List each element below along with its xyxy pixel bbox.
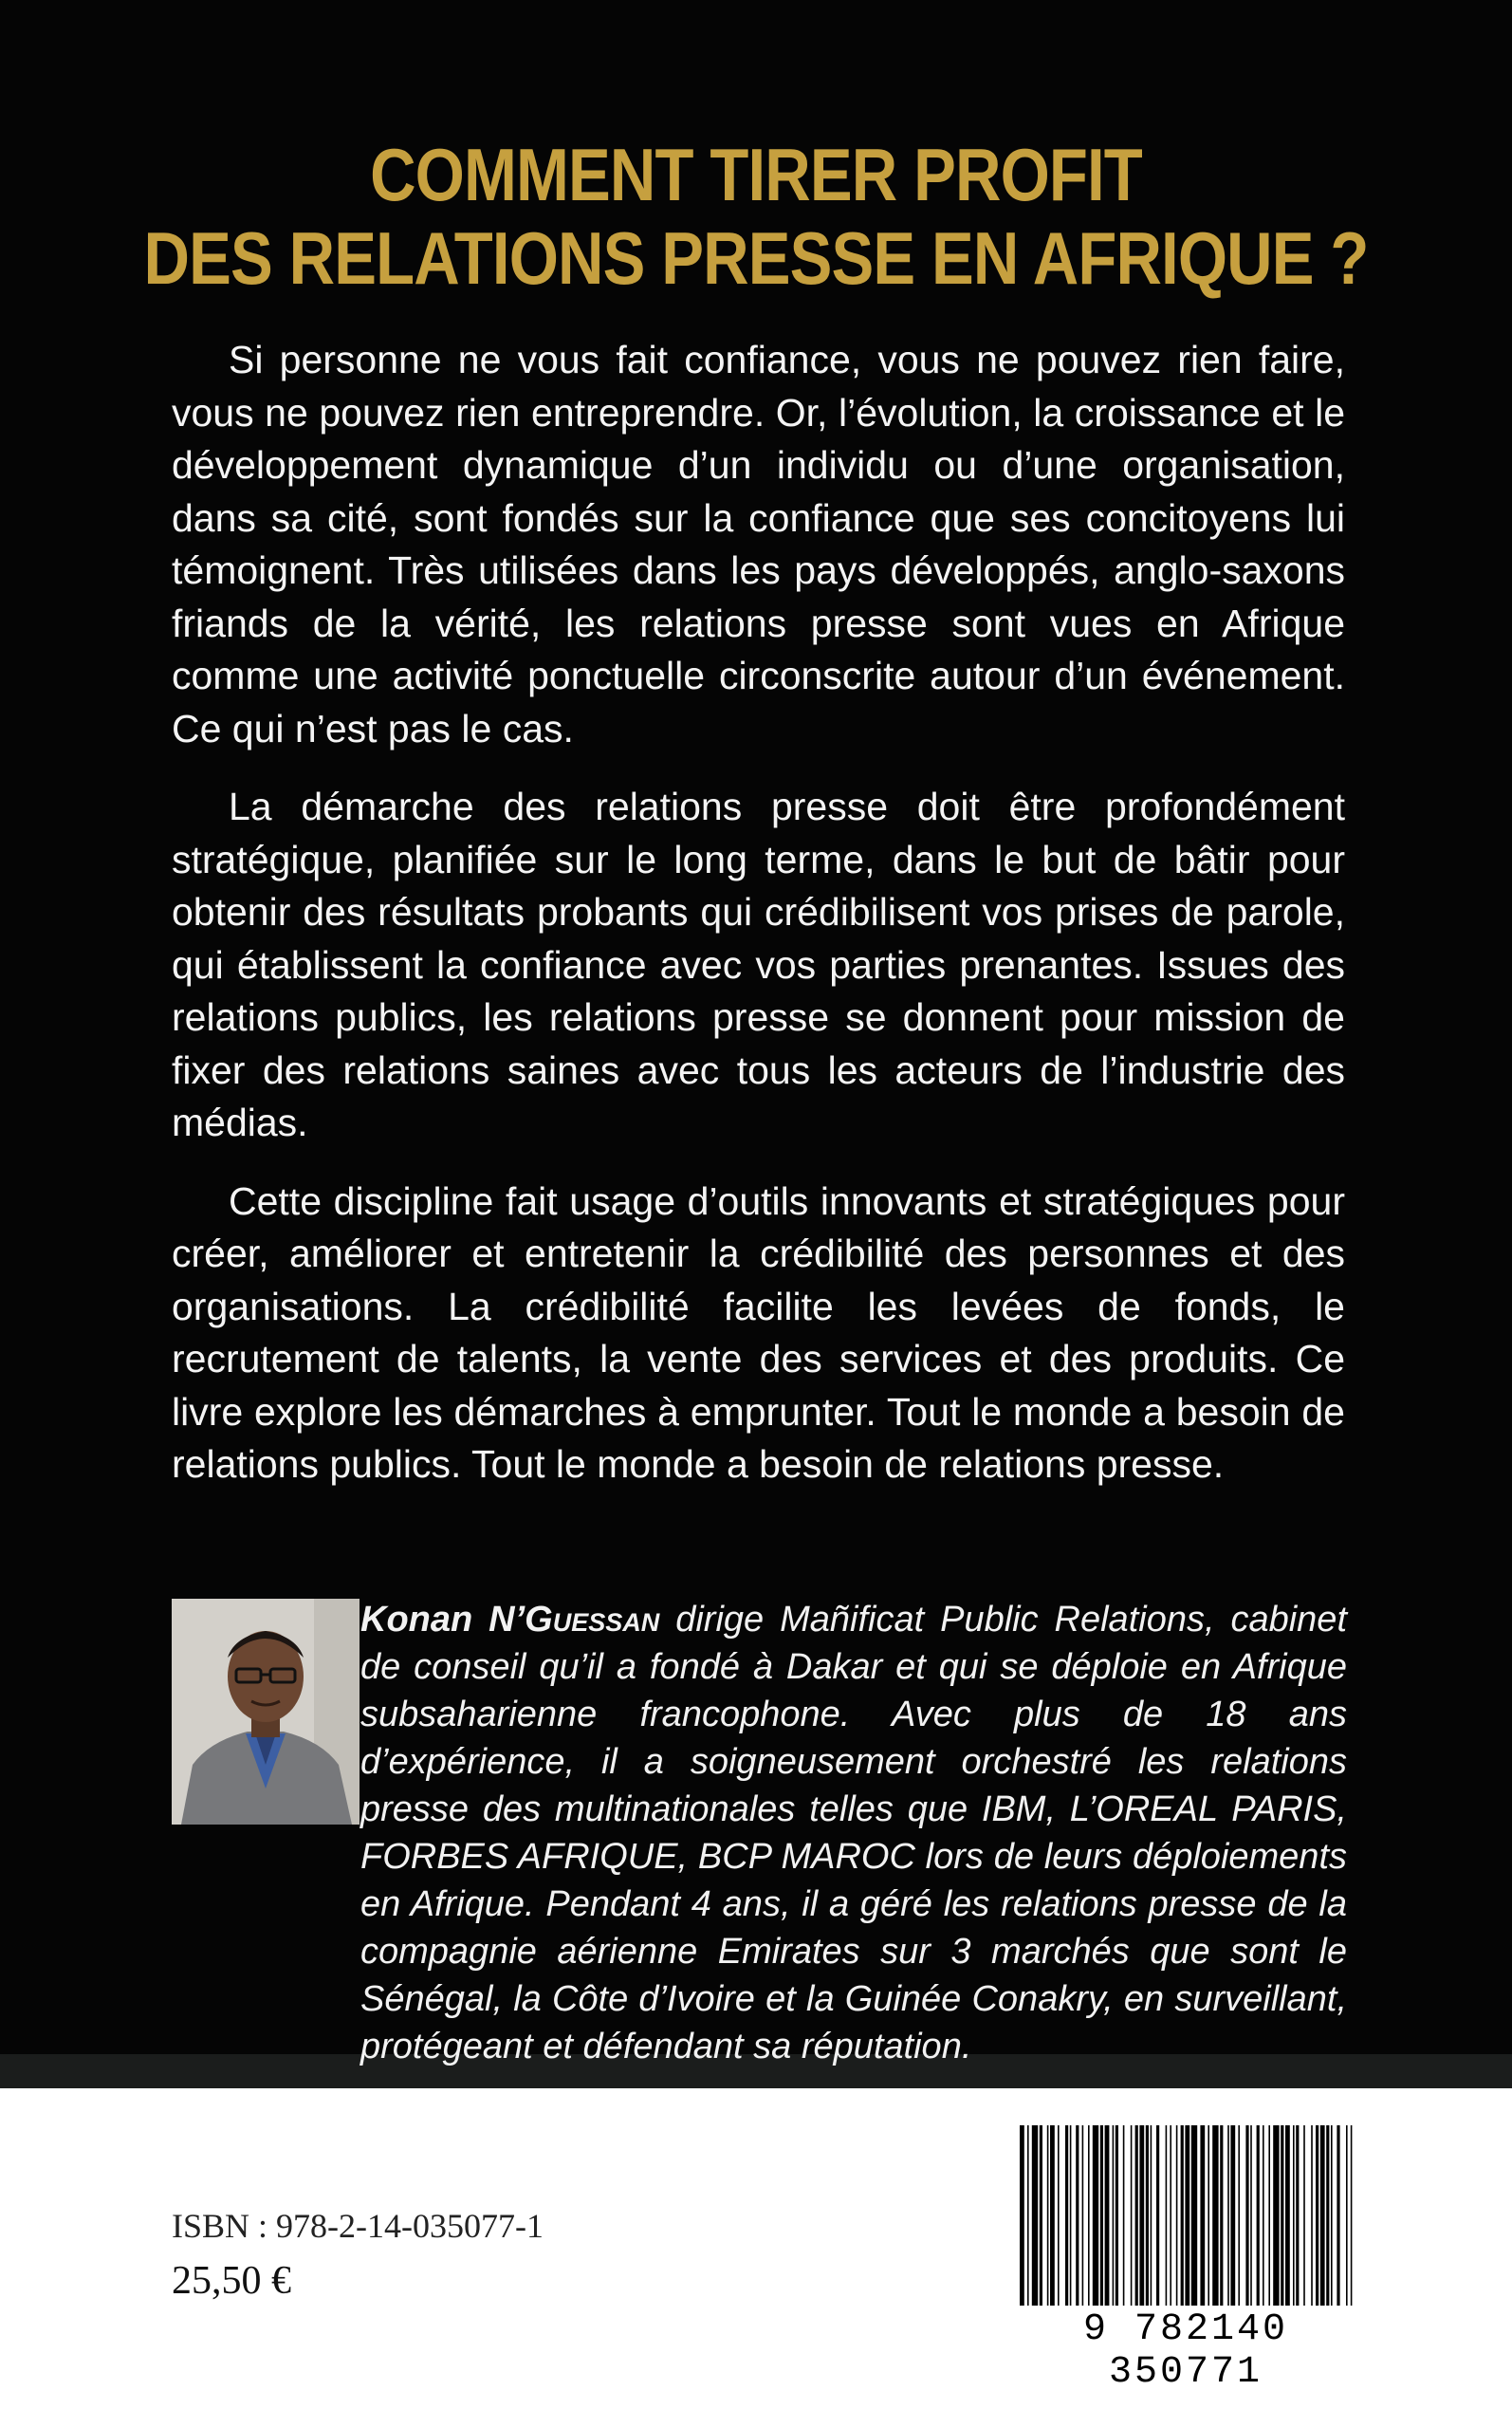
barcode-bar	[1065, 2125, 1068, 2306]
barcode-bar	[1326, 2125, 1329, 2306]
barcode-bar	[1070, 2125, 1072, 2306]
barcode-bar	[1170, 2125, 1171, 2306]
barcode-bar	[1131, 2125, 1133, 2306]
barcode-bar	[1346, 2125, 1348, 2306]
barcode-bar	[1208, 2125, 1209, 2306]
barcode-digits: 9 782140 350771	[1082, 2308, 1289, 2394]
author-first-name: Konan	[360, 1600, 473, 1640]
summary-paragraph-1: Si personne ne vous fait confiance, vous ne pouvez rien faire, vous ne pouvez rien entreprendre. Or, l’évolution, la croissance et le développement dynamique d’un individu ou d’une organisation, dans sa cité, sont fondés sur la confiance que ses concitoyens lui témoignent. Très utilisées dans les pays développés, anglo-saxons friands de la vérité, les relations presse sont vues en Afrique comme une activité ponctuelle circonscrite autour d’un événement. Ce qui n’est pas le cas.	[172, 338, 1345, 750]
barcode-bar	[1281, 2125, 1283, 2306]
barcode-bar	[1273, 2125, 1279, 2306]
barcode-bar	[1088, 2125, 1090, 2306]
barcode-bar	[1047, 2125, 1049, 2306]
barcode-bar	[1181, 2125, 1184, 2306]
barcode-bar	[1200, 2125, 1205, 2306]
barcode-bar	[1320, 2125, 1325, 2306]
barcode-bar	[1176, 2125, 1178, 2306]
barcode-bar	[1285, 2125, 1290, 2306]
barcode-bar	[1105, 2125, 1110, 2306]
barcode-bar	[1220, 2125, 1223, 2306]
barcode-bar	[1331, 2125, 1333, 2306]
author-bio	[360, 1596, 1347, 2070]
barcode-bar	[1238, 2125, 1240, 2306]
barcode-bar	[1212, 2125, 1218, 2306]
barcode-bar	[1032, 2125, 1038, 2306]
barcode-bar	[1227, 2125, 1229, 2306]
barcode-bar	[1116, 2125, 1118, 2306]
barcode-bar	[1050, 2125, 1055, 2306]
barcode-bar	[1191, 2125, 1197, 2306]
summary-paragraph-3: Cette discipline fait usage d’outils innovants et stratégiques pour créer, améliorer et entretenir la crédibilité des personnes et des organisations. La crédibilité facilite les levées de fonds, le recrutement de talents, la vente des services et des produits. Ce livre explore les démarches à emprunter. Tout le monde a besoin de relations publics. Tout le monde a besoin de relations presse.	[172, 1178, 1345, 1486]
barcode-bar	[1250, 2125, 1252, 2306]
author-last-name: N’Guessan	[489, 1600, 660, 1640]
book-title-line-2: DES RELATIONS PRESSE EN AFRIQUE ?	[143, 216, 1369, 300]
barcode-bar	[1076, 2125, 1079, 2306]
barcode-bar	[1296, 2125, 1299, 2306]
barcode-bar	[1020, 2125, 1024, 2306]
price-label: 25,50 €	[172, 2259, 291, 2303]
barcode-bar	[1093, 2125, 1098, 2306]
barcode-bar	[1263, 2125, 1264, 2306]
barcode-bar	[1316, 2125, 1318, 2306]
barcode-bar	[1268, 2125, 1270, 2306]
barcode	[1010, 2125, 1361, 2394]
summary-paragraph-2: La démarche des relations presse doit être profondément stratégique, planifiée sur le long terme, dans le but de bâtir pour obtenir des résultats probants qui crédibilisent vos prises de parole, qui établissent la confiance avec vos parties prenantes. Issues des relations publics, les relations presse se donnent pour mission de fixer des relations saines avec tous les acteurs de l’industrie des médias.	[172, 785, 1345, 1144]
author-photo	[172, 1599, 360, 1825]
barcode-bar	[1185, 2125, 1189, 2306]
barcode-bar	[1146, 2125, 1149, 2306]
barcode-bar	[1166, 2125, 1168, 2306]
barcode-bar	[1337, 2125, 1339, 2306]
book-title-line-1: COMMENT TIRER PROFIT	[370, 133, 1142, 216]
barcode-bar	[1058, 2125, 1060, 2306]
barcode-bar	[1113, 2125, 1115, 2306]
isbn-label: ISBN : 978-2-14-035077-1	[172, 2207, 544, 2245]
author-bio-text: dirige Mañificat Public Relations, cabinet de conseil qu’il a fondé à Dakar et qui se déploie en Afrique subsaharienne francophone. Avec plus de 18 ans d’expérience, il a soigneusement orchestré les relations presse des multinationales telles que IBM, L’OREAL PARIS, FORBES AFRIQUE, BCP MAROC lors de leurs déploiements en Afrique. Pendant 4 ans, il a géré les relations presse de la compagnie aérienne Emirates sur 3 marchés que sont le Sénégal, la Côte d’Ivoire et la Guinée Conakry, en surveillant, protégeant et défendant sa réputation.	[360, 1600, 1348, 2066]
barcode-bar	[1351, 2125, 1353, 2306]
barcode-bar	[1311, 2125, 1313, 2306]
barcode-bar	[1151, 2125, 1152, 2306]
barcode-bar	[1139, 2125, 1144, 2306]
barcode-bar	[1293, 2125, 1295, 2306]
barcode-bar	[1303, 2125, 1305, 2306]
barcode-bar	[1040, 2125, 1042, 2306]
book-title	[106, 133, 1407, 300]
barcode-bar	[1082, 2125, 1084, 2306]
barcode-bar	[1135, 2125, 1138, 2306]
barcode-bars	[1010, 2125, 1361, 2307]
book-summary	[172, 334, 1345, 1517]
barcode-bar	[1245, 2125, 1248, 2306]
barcode-bar	[1100, 2125, 1103, 2306]
author-portrait-illustration	[172, 1599, 360, 1825]
barcode-bar	[1123, 2125, 1125, 2306]
barcode-bar	[1257, 2125, 1260, 2306]
barcode-bar	[1156, 2125, 1159, 2306]
barcode-bar	[1230, 2125, 1235, 2306]
barcode-bar	[1027, 2125, 1029, 2306]
